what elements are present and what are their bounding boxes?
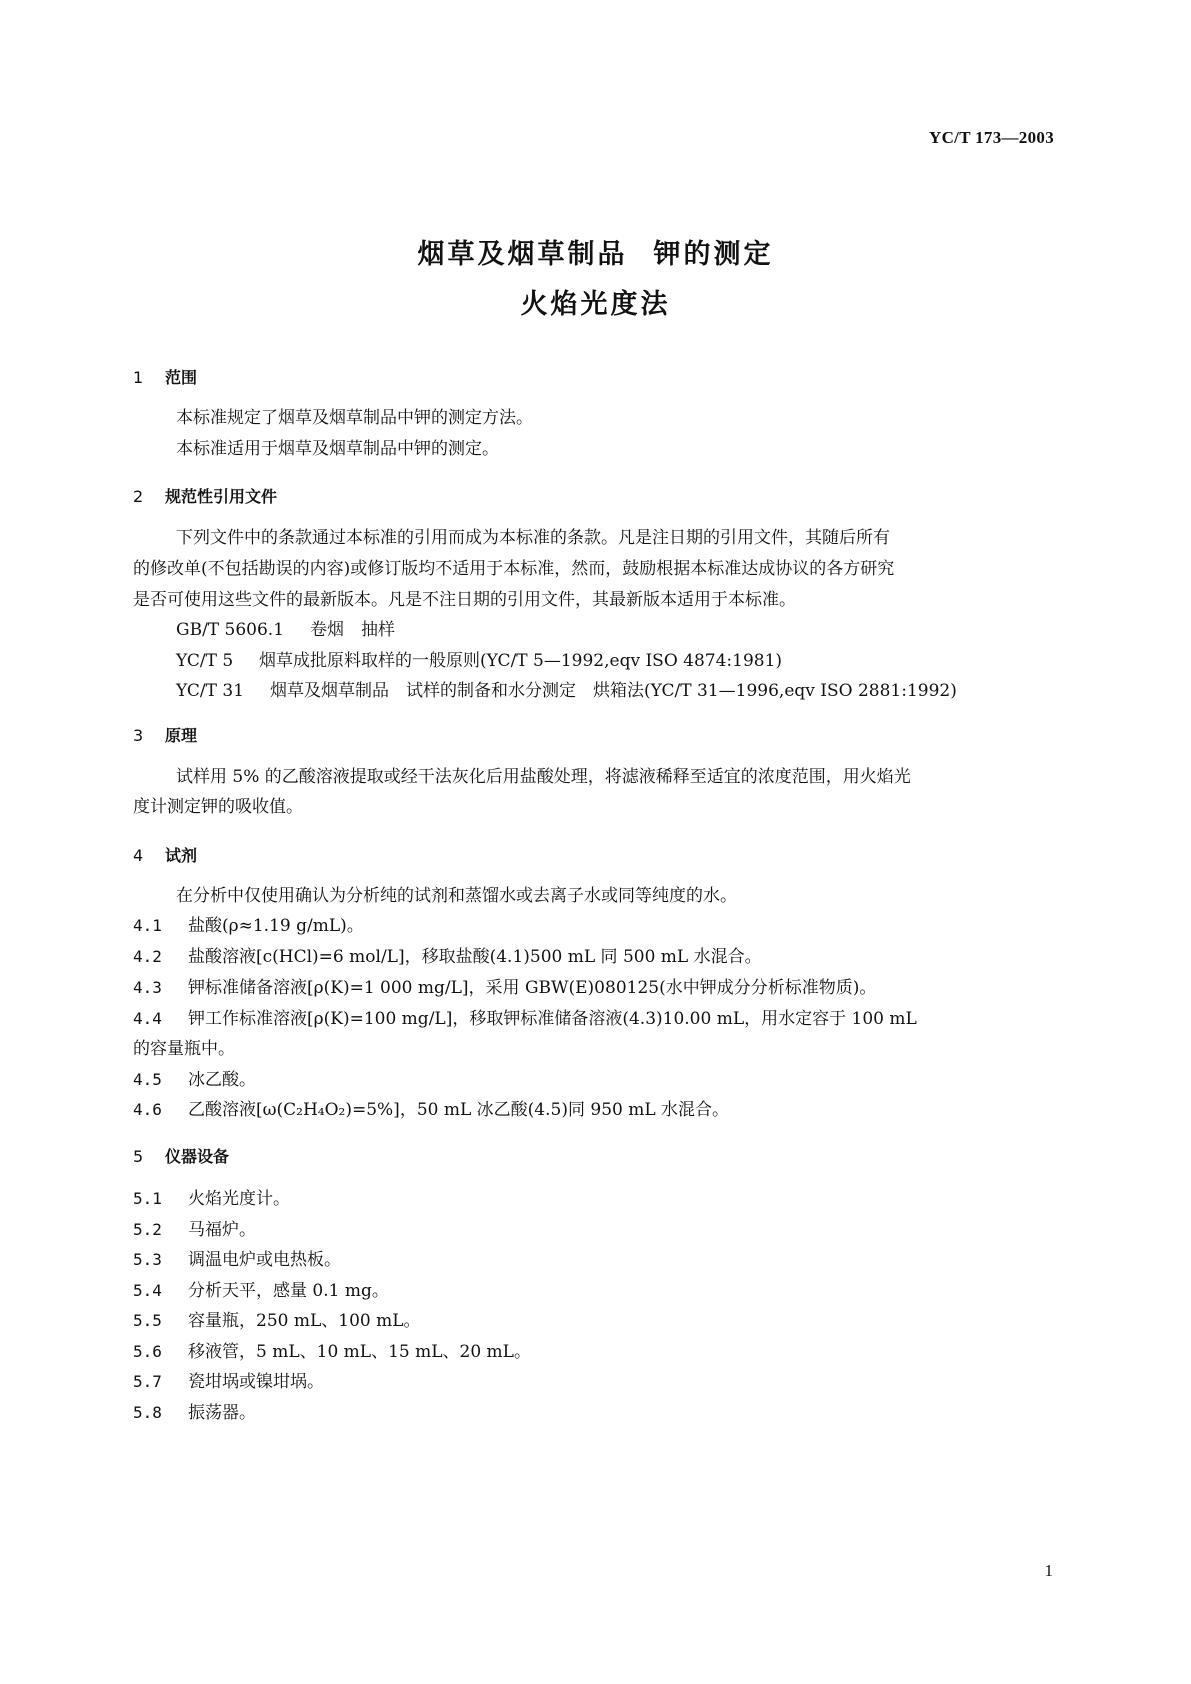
- section-number: 3: [133, 726, 144, 745]
- section-title: 原理: [165, 726, 198, 745]
- item-number: 5.4: [133, 1281, 162, 1300]
- standard-code: YC/T 173—2003: [929, 128, 1054, 147]
- section-number: 5: [133, 1147, 144, 1166]
- item-number: 5.6: [133, 1342, 162, 1361]
- paragraph: 在分析中仅使用确认为分析纯的试剂和蒸馏水或去离子水或同等纯度的水。: [176, 886, 737, 906]
- reference-item: [176, 619, 395, 641]
- item-number: 4.4: [133, 1009, 162, 1028]
- item-number: 5.5: [133, 1311, 162, 1330]
- item-text: 容量瓶，250 mL、100 mL。: [188, 1311, 421, 1331]
- paragraph-line: 下列文件中的条款通过本标准的引用而成为本标准的条款。凡是注日期的引用文件，其随后所有: [176, 528, 890, 548]
- section-number: 4: [133, 846, 144, 865]
- title-line-2: 火焰光度法: [520, 289, 671, 320]
- item-text: 乙酸溶液[ω(C₂H₄O₂)=5%]，50 mL 冰乙酸(4.5)同 950 mL 水混合。: [188, 1100, 730, 1120]
- item-number: 4.1: [133, 916, 162, 935]
- section-5-heading: [133, 1146, 229, 1168]
- item-number: 5.3: [133, 1250, 162, 1269]
- reference-code: YC/T 31: [176, 681, 245, 701]
- section-1-heading: [133, 367, 197, 389]
- item-text: 分析天平，感量 0.1 mg。: [188, 1281, 389, 1301]
- list-item: [133, 977, 876, 999]
- section-title: 试剂: [165, 846, 198, 865]
- list-item: [133, 1280, 389, 1302]
- list-item: [133, 1371, 324, 1393]
- item-text: 钾标准储备溶液[ρ(K)=1 000 mg/L]，采用 GBW(E)080125(水中钾成分分析标准物质)。: [188, 978, 877, 998]
- reference-item: [176, 680, 957, 702]
- list-item: [133, 1188, 290, 1210]
- item-text: 钾工作标准溶液[ρ(K)=100 mg/L]，移取钾标准储备溶液(4.3)10.00 mL，用水定容于 100 mL: [188, 1009, 917, 1029]
- item-number: 4.3: [133, 978, 162, 997]
- paragraph: 本标准规定了烟草及烟草制品中钾的测定方法。: [176, 408, 533, 428]
- item-text: 移液管，5 mL、10 mL、15 mL、20 mL。: [188, 1342, 531, 1362]
- reference-title: 烟草及烟草制品 试样的制备和水分测定 烘箱法(YC/T 31—1996,eqv ISO 2881:1992): [270, 681, 957, 701]
- section-number: 2: [133, 487, 144, 506]
- reference-item: [176, 650, 782, 672]
- reference-title: 卷烟 抽样: [310, 620, 395, 640]
- item-text: 冰乙酸。: [188, 1070, 256, 1090]
- item-text: 瓷坩埚或镍坩埚。: [188, 1372, 324, 1392]
- item-number: 5.7: [133, 1372, 162, 1391]
- paragraph-line: 试样用 5% 的乙酸溶液提取或经干法灰化后用盐酸处理，将滤液稀释至适宜的浓度范围，用火焰光: [176, 767, 911, 787]
- list-item: [133, 1249, 341, 1271]
- paragraph: 本标准适用于烟草及烟草制品中钾的测定。: [176, 439, 499, 459]
- paragraph-line: 的修改单(不包括勘误的内容)或修订版均不适用于本标准，然而，鼓励根据本标准达成协议的各方研究: [133, 559, 895, 579]
- section-title: 规范性引用文件: [165, 487, 278, 506]
- list-item: [133, 1099, 729, 1121]
- list-item: [133, 1341, 531, 1363]
- item-text: 振荡器。: [188, 1403, 256, 1423]
- section-3-heading: [133, 725, 197, 747]
- list-item: [133, 1402, 256, 1424]
- list-item: [133, 1069, 256, 1091]
- item-number: 5.2: [133, 1220, 162, 1239]
- item-number: 4.2: [133, 947, 162, 966]
- list-item-continuation: 的容量瓶中。: [133, 1039, 235, 1059]
- title-main: 烟草及烟草制品: [417, 239, 628, 270]
- section-2-heading: [133, 486, 277, 508]
- item-text: 火焰光度计。: [188, 1189, 290, 1209]
- list-item: [133, 1310, 421, 1332]
- paragraph-line: 度计测定钾的吸收值。: [133, 797, 303, 817]
- item-text: 盐酸溶液[c(HCl)=6 mol/L]，移取盐酸(4.1)500 mL 同 500 mL 水混合。: [188, 947, 762, 967]
- page-number: 1: [1044, 1561, 1053, 1580]
- reference-title: 烟草成批原料取样的一般原则(YC/T 5—1992,eqv ISO 4874:1981): [259, 651, 783, 671]
- paragraph-line: 是否可使用这些文件的最新版本。凡是不注日期的引用文件，其最新版本适用于本标准。: [133, 590, 796, 610]
- title-line-1: [0, 232, 1191, 271]
- list-item: [133, 1008, 917, 1030]
- item-text: 调温电炉或电热板。: [188, 1250, 341, 1270]
- item-text: 盐酸(ρ≈1.19 g/mL)。: [188, 916, 364, 936]
- section-title: 范围: [165, 368, 198, 387]
- section-title: 仪器设备: [165, 1147, 230, 1166]
- item-text: 马福炉。: [188, 1220, 256, 1240]
- section-number: 1: [133, 368, 144, 387]
- item-number: 5.1: [133, 1189, 162, 1208]
- item-number: 4.6: [133, 1100, 162, 1119]
- reference-code: GB/T 5606.1: [176, 620, 285, 640]
- reference-code: YC/T 5: [176, 651, 234, 671]
- item-number: 5.8: [133, 1403, 162, 1422]
- section-4-heading: [133, 845, 197, 867]
- list-item: [133, 915, 364, 937]
- list-item: [133, 946, 762, 968]
- list-item: [133, 1219, 256, 1241]
- item-number: 4.5: [133, 1070, 162, 1089]
- title-sub: 钾的测定: [653, 239, 774, 270]
